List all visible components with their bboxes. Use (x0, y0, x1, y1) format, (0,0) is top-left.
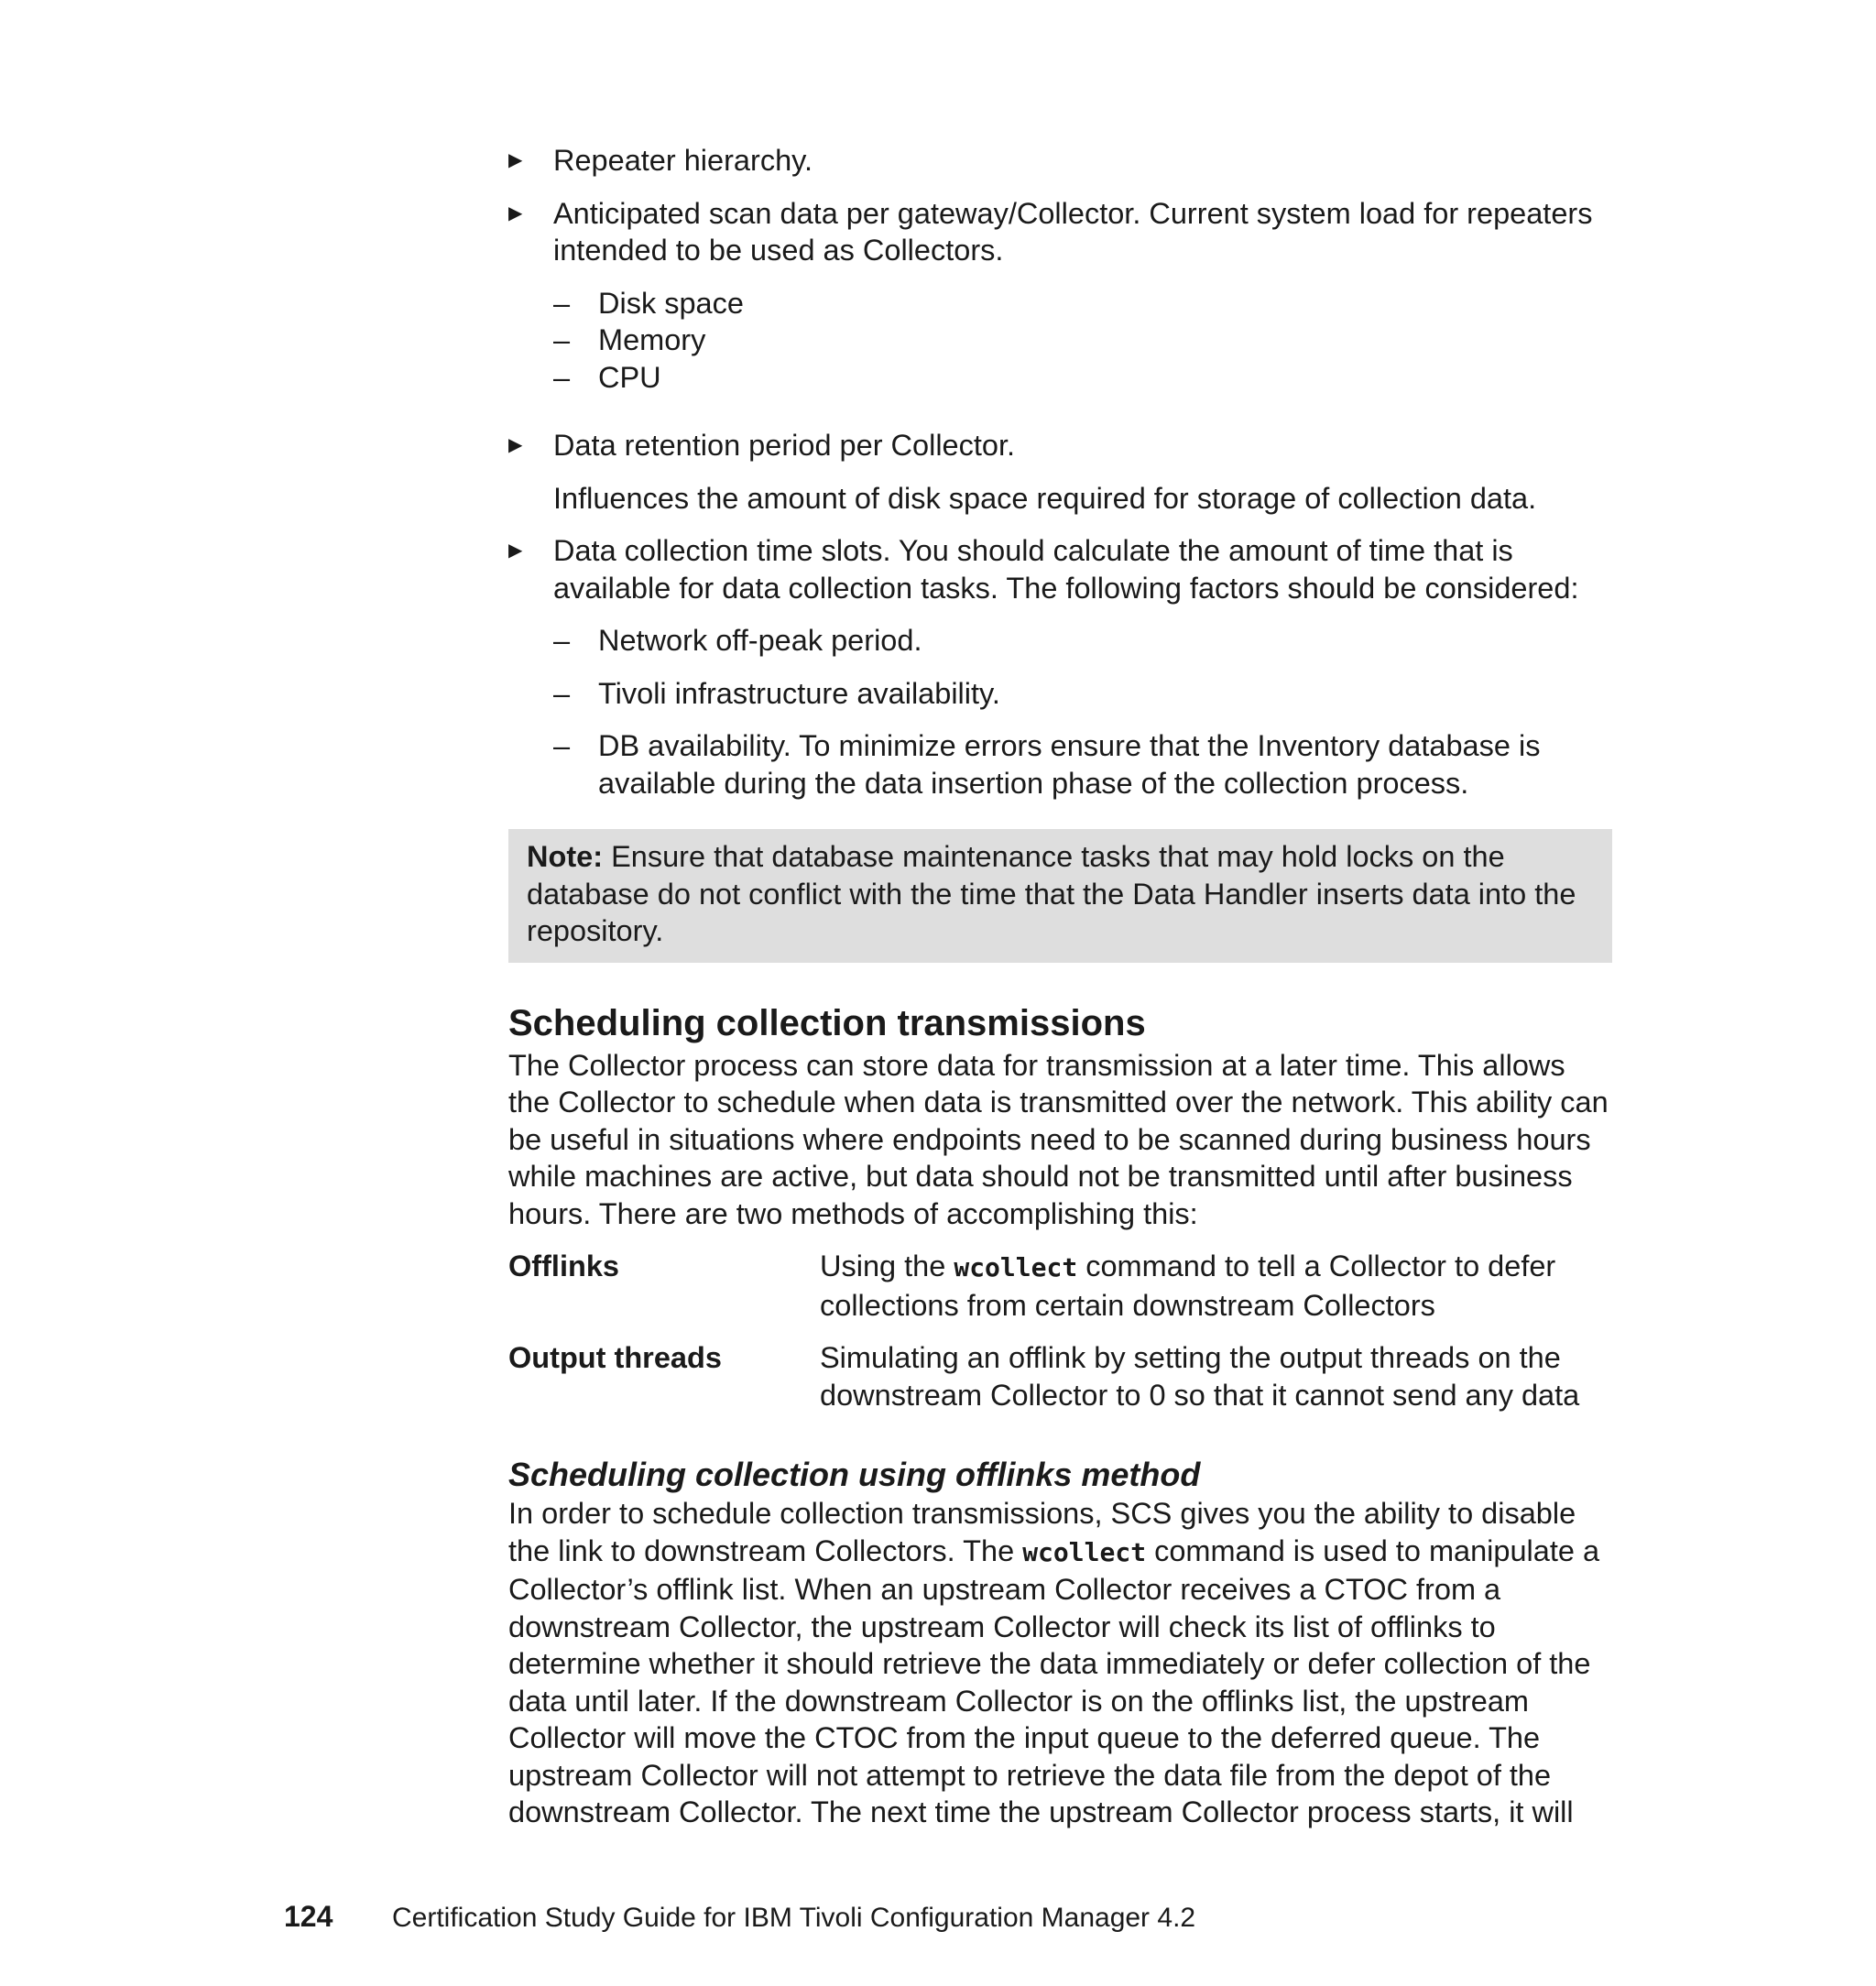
definition-text: Using the (820, 1249, 954, 1282)
sublist-item (553, 359, 1612, 397)
body-text: In order to schedule collection transmissions, SCS gives you the ability to disable the link to downstream Collectors. The (508, 1497, 1576, 1567)
definition-description: Simulating an offlink by setting the output threads on the downstream Collector to 0 so that it cannot send any data (820, 1341, 1580, 1412)
sublist-item-text: Disk space (598, 286, 744, 320)
dash-marker: – (553, 323, 571, 356)
sublist-item (553, 622, 1612, 660)
subsection-heading: Scheduling collection using offlinks method (508, 1456, 1201, 1493)
sublist-item (553, 675, 1612, 713)
list-item (508, 532, 1612, 606)
dash-marker: – (553, 624, 571, 657)
bullet-arrow-icon: ▶ (508, 435, 523, 455)
sublist-item-text: Memory (598, 323, 706, 356)
definition-list (508, 1248, 1612, 1413)
sublist-item-text: DB availability. To minimize errors ensure that the Inventory database is available during the data insertion phase of the collection process. (598, 729, 1541, 800)
bullet-arrow-icon: ▶ (508, 150, 523, 170)
section-body: The Collector process can store data for transmission at a later time. This allows the Collector to schedule when data is transmitted over the network. This ability can be useful in situations where endpoints need to be scanned during business hours while machines are active, but data should not be transmitted until after business hours. There are two methods of accomplishing this: (508, 1048, 1609, 1230)
sublist-item-text: CPU (598, 360, 661, 394)
command-name: wcollect (954, 1252, 1078, 1282)
sublist-item (553, 285, 1612, 322)
list-item (508, 195, 1612, 269)
bullet-arrow-icon: ▶ (508, 202, 523, 224)
definition-row (508, 1339, 1612, 1413)
subsection-body (508, 1495, 1612, 1831)
book-title: Certification Study Guide for IBM Tivoli Configuration Manager 4.2 (392, 1903, 1196, 1933)
command-name: wcollect (1022, 1536, 1147, 1567)
page-number: 124 (284, 1900, 333, 1933)
dash-marker: – (553, 286, 571, 320)
dash-marker: – (553, 676, 571, 710)
sublist-item (553, 322, 1612, 359)
system-load-sublist (508, 285, 1612, 397)
list-item-detail: Influences the amount of disk space required for storage of collection data. (553, 481, 1537, 515)
definition-text: command to tell a Collector to defer collections from certain downstream Collectors (820, 1249, 1556, 1322)
note-box (508, 829, 1612, 963)
dash-marker: – (553, 360, 571, 394)
definition-term: Offlinks (508, 1249, 619, 1282)
sublist-item-text: Tivoli infrastructure availability. (598, 676, 1000, 710)
list-item-text: Data retention period per Collector. (553, 429, 1016, 462)
bullet-arrow-icon: ▶ (508, 540, 523, 561)
page-content (508, 142, 1612, 1847)
note-text: Ensure that database maintenance tasks that may hold locks on the database do not conflict with the time that the Data Handler inserts data into the repository. (527, 840, 1576, 947)
definition-term: Output threads (508, 1341, 722, 1374)
body-text: command is used to manipulate a Collector’s offlink list. When an upstream Collector receives a CTOC from a downstream Collector, the upstream Collector will check its list of offlinks to determine whether it should retrieve the data immediately or defer collection of the data until later. If the downstream Collector is on the offlinks list, the upstream Collector will move the CTOC from the input queue to the deferred queue. The upstream Collector will not attempt to retrieve the data file from the depot of the downstream Collector. The next time the upstream Collector process starts, it will (508, 1533, 1600, 1828)
list-item (508, 427, 1612, 464)
dash-marker: – (553, 729, 571, 762)
list-item-text: Repeater hierarchy. (553, 144, 813, 177)
sublist-item-text: Network off-peak period. (598, 624, 922, 657)
section-heading: Scheduling collection transmissions (508, 1002, 1146, 1043)
factors-sublist (508, 622, 1612, 802)
definition-description (820, 1248, 1612, 1324)
list-item (508, 142, 1612, 180)
list-item-text: Anticipated scan data per gateway/Collector. Current system load for repeaters intended to be used as Collectors. (553, 196, 1593, 267)
sublist-item (553, 727, 1612, 802)
page-footer (284, 1898, 1195, 1937)
note-label: Note: (527, 840, 604, 873)
definition-row (508, 1248, 1612, 1324)
list-item-text: Data collection time slots. You should calculate the amount of time that is available for data collection tasks. The following factors should be considered: (553, 534, 1579, 605)
